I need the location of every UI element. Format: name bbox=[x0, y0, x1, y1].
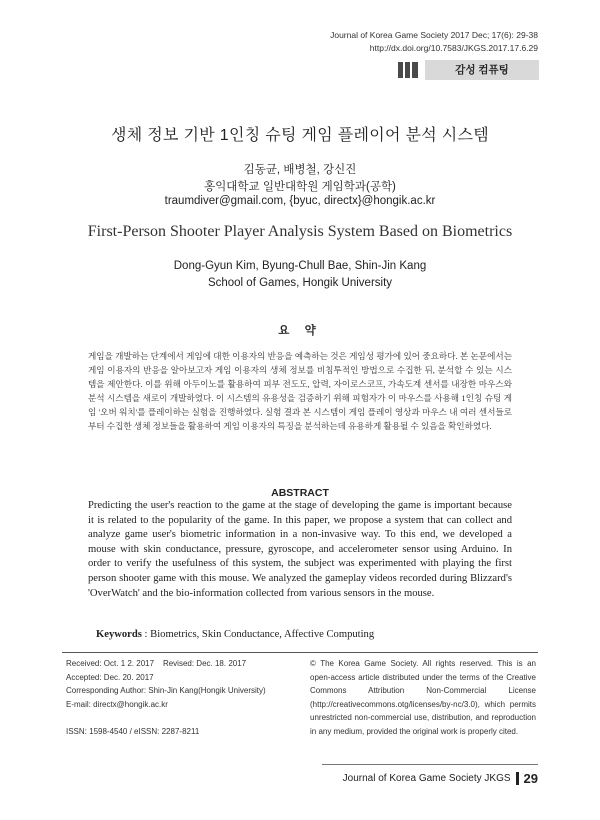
page-number: 29 bbox=[523, 771, 538, 786]
english-title: First-Person Shooter Player Analysis System Based on Biometrics bbox=[87, 223, 513, 240]
english-affiliation: School of Games, Hongik University bbox=[207, 277, 393, 289]
accepted-date: Accepted: Dec. 20. 2017 bbox=[66, 672, 154, 682]
issn: ISSN: 1598-4540 / eISSN: 2287-8211 bbox=[66, 726, 200, 736]
article-dates-block bbox=[66, 657, 286, 738]
english-authors: Dong-Gyun Kim, Byung-Chull Bae, Shin-Jin Kang bbox=[173, 260, 427, 272]
keywords-list: : Biometrics, Skin Conductance, Affective Computing bbox=[141, 629, 375, 640]
korean-abstract-body: 게임을 개발하는 단계에서 게임에 대한 이용자의 반응을 예측하는 것은 게임성 평가에 있어 중요하다. 본 논문에서는 게임 이용자의 반응을 알아보고자 게임 이용자의 생체 정보를 비침투적인 방법으로 수집한 뒤, 분석할 수 있는 시스템을 제안한다. 이를 위해 아두이노를 활용하여 피부 전도도, 압력, 자이로스코프, 가속도계 센서를 내장한 마우스와 분석 시스템을 새로이 개발하였다. 이 시스템의 유용성을 검증하기 위해 피험자가 이 마우스를 사용해 1인칭 슈팅 게임 '오버 워치'를 플레이하는 실험을 진행하였다. 실험 결과 본 시스템이 게임 플레이 영상과 마우스 내 여러 센서들로부터 수집한 생체 정보들을 활용하여 게임 이용자의 특징을 분석하는데 유용하게 활용될 수 있음을 확인하였다. bbox=[88, 351, 512, 432]
footer-journal: Journal of Korea Game Society JKGS bbox=[342, 773, 511, 784]
author-emails[interactable]: traumdiver@gmail.com, {byuc, directx}@hongik.ac.kr bbox=[164, 195, 436, 207]
doi-link[interactable]: http://dx.doi.org/10.7583/JKGS.2017.17.6.29 bbox=[369, 43, 538, 53]
english-abstract-heading: ABSTRACT bbox=[271, 487, 329, 499]
english-abstract-body: Predicting the user's reaction to the game at the stage of developing the game is important because it is related to the popularity of the game. In this paper, we propose a system that can collect and analyze game user's biometric information in a non-invasive way. To this end, we developed a mouse with skin conductance, pressure, gyroscope, and accelerometer sensor using Arduino. In order to verify the usefulness of this system, the subject was experimented with playing the first person shooter game with this mouse. We analyzed the gameplay videos recorded during Blizzard's 'OverWatch' and the bio-information collected from various sensors in the mouse. bbox=[88, 500, 512, 599]
korean-affiliation: 홍익대학교 일반대학원 게임학과(공학) bbox=[204, 181, 396, 193]
keywords-line bbox=[96, 629, 374, 640]
footer-divider bbox=[322, 764, 538, 765]
footer-separator bbox=[516, 772, 519, 785]
corresponding-email[interactable]: E-mail: directx@hongik.ac.kr bbox=[66, 699, 168, 709]
journal-citation: Journal of Korea Game Society 2017 Dec; 17(6): 29-38 bbox=[330, 30, 538, 40]
korean-title: 생체 정보 기반 1인칭 슈팅 게임 플레이어 분석 시스템 bbox=[110, 127, 490, 144]
revised-date: Revised: Dec. 18. 2017 bbox=[162, 659, 247, 668]
category-decoration bbox=[398, 62, 418, 78]
korean-abstract-heading: 요 약 bbox=[278, 325, 322, 337]
korean-authors: 김동균, 배병철, 강신진 bbox=[243, 164, 357, 176]
info-divider bbox=[62, 652, 538, 653]
received-date: Received: Oct. 1 2. 2017 bbox=[66, 659, 155, 668]
license-notice: © The Korea Game Society. All rights reserved. This is an open-access article distributed under the terms of the Creative Commons Attribution Non-Commercial License (http://creativecommons.otg/licenses/by-nc/3.0), which permits unrestricted non-commercial use, distribution, and reproduction in any medium, provided the original work is properly cited. bbox=[310, 659, 536, 736]
category-badge: 감성 컴퓨팅 bbox=[425, 60, 539, 80]
keywords-label: Keywords bbox=[96, 629, 142, 640]
page-footer bbox=[343, 771, 538, 786]
corresponding-author: Corresponding Author: Shin-Jin Kang(Hongik University) bbox=[66, 686, 266, 695]
